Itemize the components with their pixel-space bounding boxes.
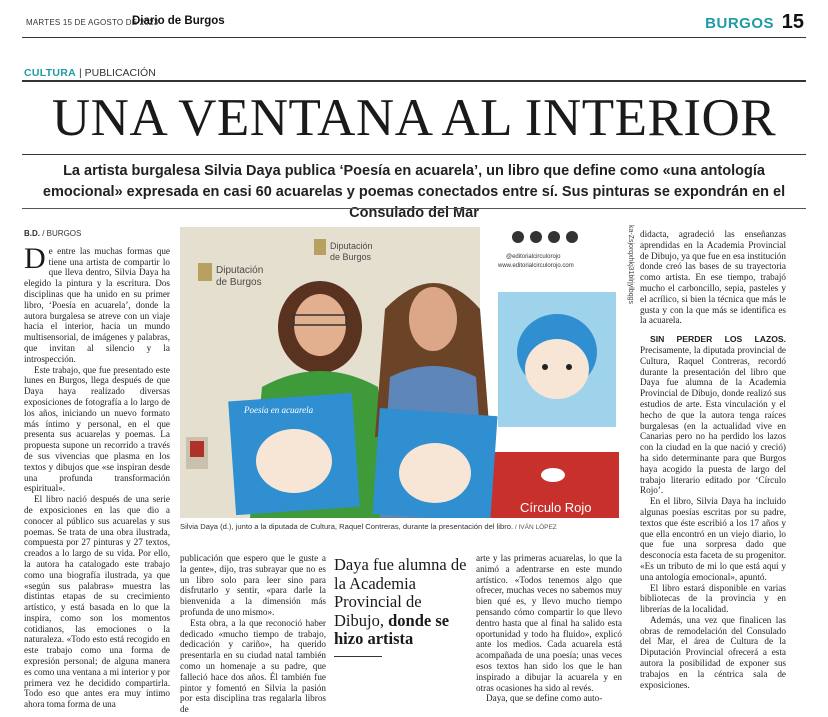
- subheadline: La artista burgalesa Silvia Daya publica ‘Poesía en acuarela’, un libro que define como «una antología emocional» expresada en casi 60 acuarelas y poemas conectados entre sí. Sus pinturas se expondrán en el Consulado del Mar: [42, 163, 786, 221]
- byline-city: BURGOS: [46, 229, 82, 238]
- column-1: [24, 229, 170, 713]
- paragraph-text: Precisamente, la diputada provincial de Cultura, Raquel Contreras, recordó durante la presentación del libro que Daya fue alumna de la Academia Provincial de Dibujo, donde realizó sus estudios de arte. Esta vinculación y el hecho de que la autora tenga raíces burgalesas (en la actualidad vive en Canarias pero no ha perdido los lazos con la ciudad en la que nació y creció) ha sido determinante para que Burgos haya acogido la puesta de largo del trabajo literario editado por ‘Círculo Rojo’.: [640, 344, 786, 496]
- pull-quote-bold: donde se hizo artista: [334, 610, 450, 648]
- drop-cap: D: [24, 241, 46, 275]
- byline-author: B.D.: [24, 229, 40, 238]
- paragraph: Este trabajo, que fue presentado este lunes en Burgos, llega después de que Daya haya realizado diversas exposiciones de fotografía a lo largo de los años, iniciando un nuevo formato más íntimo y personal, en el que presenta sus acuarelas y poemas. La propuesta supone un recorrido a través de sus vivencias que plasma en los textos y dibujos que «se inspiran desde una profunda transformación espiritual».: [24, 364, 170, 494]
- column-4: [640, 229, 786, 713]
- column-2: [180, 553, 326, 715]
- pull-quote-rule: [334, 656, 382, 657]
- kicker-rule: [22, 80, 806, 82]
- paragraph: publicación que espero que le guste a la gente», dijo, tras subrayar que no es un libro solo para leer sino para disfrutarlo y sentir, «para darle la bienvenida a la dimensión más profunda de uno mismo».: [180, 553, 326, 617]
- page-header: [22, 10, 806, 38]
- backdrop-text-left-1: Diputación: [216, 265, 264, 276]
- paragraph-text: e entre las muchas formas que tiene una artista de compartir lo que lleva dentro, Silvia Daya ha elegido la pintura y la escritura. Dos disciplinas que ha unido en su primer libro, ‘Poesía en acuarela’, donde la autora burgalesa se atreve con un viaje hacia el interior, hacia un mundo multisensorial, de imágenes y palabras, que invitan al silencio y la introspección.: [24, 245, 170, 364]
- paragraph: [640, 334, 786, 496]
- issue-date: MARTES 15 DE AGOSTO DE 2023: [26, 18, 159, 27]
- pull-quote-text: Daya fue alumna de la Academia Provincial de Dibujo,: [334, 555, 467, 630]
- dek-rule-bottom: [22, 208, 806, 209]
- book-title-left: Poesía en acuarela: [244, 405, 314, 415]
- pull-quote: [334, 556, 470, 649]
- paragraph: El libro estará disponible en varias bibliotecas de la provincia y en librerías de la localidad.: [640, 582, 786, 615]
- banner-website: www.editorialcirculorojo.com: [498, 263, 574, 269]
- subheading: SIN PERDER LOS LAZOS.: [650, 334, 786, 345]
- paragraph: [24, 241, 170, 365]
- circulo-rojo-banner: [480, 227, 619, 518]
- kicker-separator: |: [76, 67, 85, 79]
- paragraph: Daya, que se define como auto-: [486, 693, 603, 704]
- paragraph: didacta, agradeció las enseñanzas aprendidas en la Academia Provincial de Dibujo, ya que fue en esa institución donde creó las bases de su trayectoria como artista. En ese tiempo, trabajó mucho el carboncillo, sepia, pasteles y el acrílico, si bien la técnica que más le gusta y con la que más se identifica es la acuarela.: [640, 229, 786, 326]
- kicker-subsection: PUBLICACIÓN: [84, 67, 156, 79]
- backdrop-text-right-1: Diputación: [330, 241, 373, 251]
- person-right: [372, 283, 497, 518]
- photo-illustration: [180, 227, 619, 518]
- photo-credit: / IVÁN LÓPEZ: [513, 524, 557, 531]
- kicker: [24, 67, 156, 79]
- newspaper-name: Diario de Burgos: [132, 15, 225, 27]
- banner-handle: @editorialcirculorojo: [506, 254, 561, 260]
- headline: UNA VENTANA AL INTERIOR: [51, 89, 777, 147]
- caption-text: Silvia Daya (d.), junto a la diputada de Cultura, Raquel Contreras, durante la presentación del libro.: [180, 522, 514, 531]
- page-number: 15: [781, 11, 804, 33]
- banner-brand: Círculo Rojo: [520, 500, 592, 515]
- paragraph: En el libro, Silvia Daya ha incluido algunas poesías escritas por su padre, textos que éste escribió a los 17 años y que ella encontró en un viejo diario, lo que fue una sorpresa dado que desconocía esta faceta de su progenitor. «Es un tributo de mi lo que está aquí y una antología emocional», apuntó.: [640, 496, 786, 582]
- photo: [180, 227, 619, 518]
- paragraph: arte y las primeras acuarelas, lo que la animó a adentrarse en este mundo artístico. «Todos tenemos algo que ofrecer, muchas veces no sabemos muy bien qué es, y llevo mucho tiempo pensando cómo compartir lo que llevo dentro hasta que al final ha salido esta oportunidad y todo ha fluido», explicó ante los medios. Cada acuarela está acompañada de una poesía; unas veces esos textos han sido los que le han inspirado a dibujar la acuarela y en otras ocasiones ha sido al revés.: [476, 553, 622, 693]
- paragraph: Además, una vez que finalicen las obras de remodelación del Consulado del Mar, el área de Cultura de la Diputación Provincial ofrecerá a esta autora la posibilidad de exponer sus trabajos en la céntrica sala de exposiciones.: [640, 614, 786, 690]
- column-3: [476, 553, 622, 715]
- photo-vertical-credit: ka-Zsjorqxhkj31blrjylbqgs: [627, 225, 634, 304]
- byline-separator: /: [40, 229, 47, 238]
- byline: [24, 229, 170, 240]
- dek-rule-top: [22, 154, 806, 155]
- backdrop-text-left-2: de Burgos: [216, 277, 262, 288]
- paragraph: El libro nació después de una serie de exposiciones en las que dio a conocer al público sus acuarelas y sus poemas. Se trata de una obra ilustrada, compuesta por 27 pinturas y 27 textos, creados a lo largo de su vida. Por ello, la autora ha catalogado este trabajo como una biografía ilustrada, ya que «según sus palabras» muestra las distintas etapas de su crecimiento artístico, y está basada en lo que la inspira, como son los momentos cotidianos, las emociones o la naturaleza. «Todo esto está recogido en este trabajo como una forma de expresión personal; de alguna manera es como una ventana a mi interior y por primera vez he decidido compartirla. Todo eso que antes era muy íntimo ahora toma forma de una: [24, 494, 170, 710]
- section-name: BURGOS: [705, 15, 774, 32]
- paragraph: Esta obra, a la que reconoció haber dedicado «mucho tiempo de trabajo, dedicación y cariño», ha querido presentarla en su ciudad natal también como un homenaje a su padre, que falleció hace dos años. Él también fue pintor y fomentó en Silvia la pasión por esta disciplina tras regalarla libros de: [180, 617, 326, 715]
- photo-caption: [180, 522, 620, 531]
- kicker-section: CULTURA: [24, 67, 77, 79]
- backdrop-text-right-2: de Burgos: [330, 252, 372, 262]
